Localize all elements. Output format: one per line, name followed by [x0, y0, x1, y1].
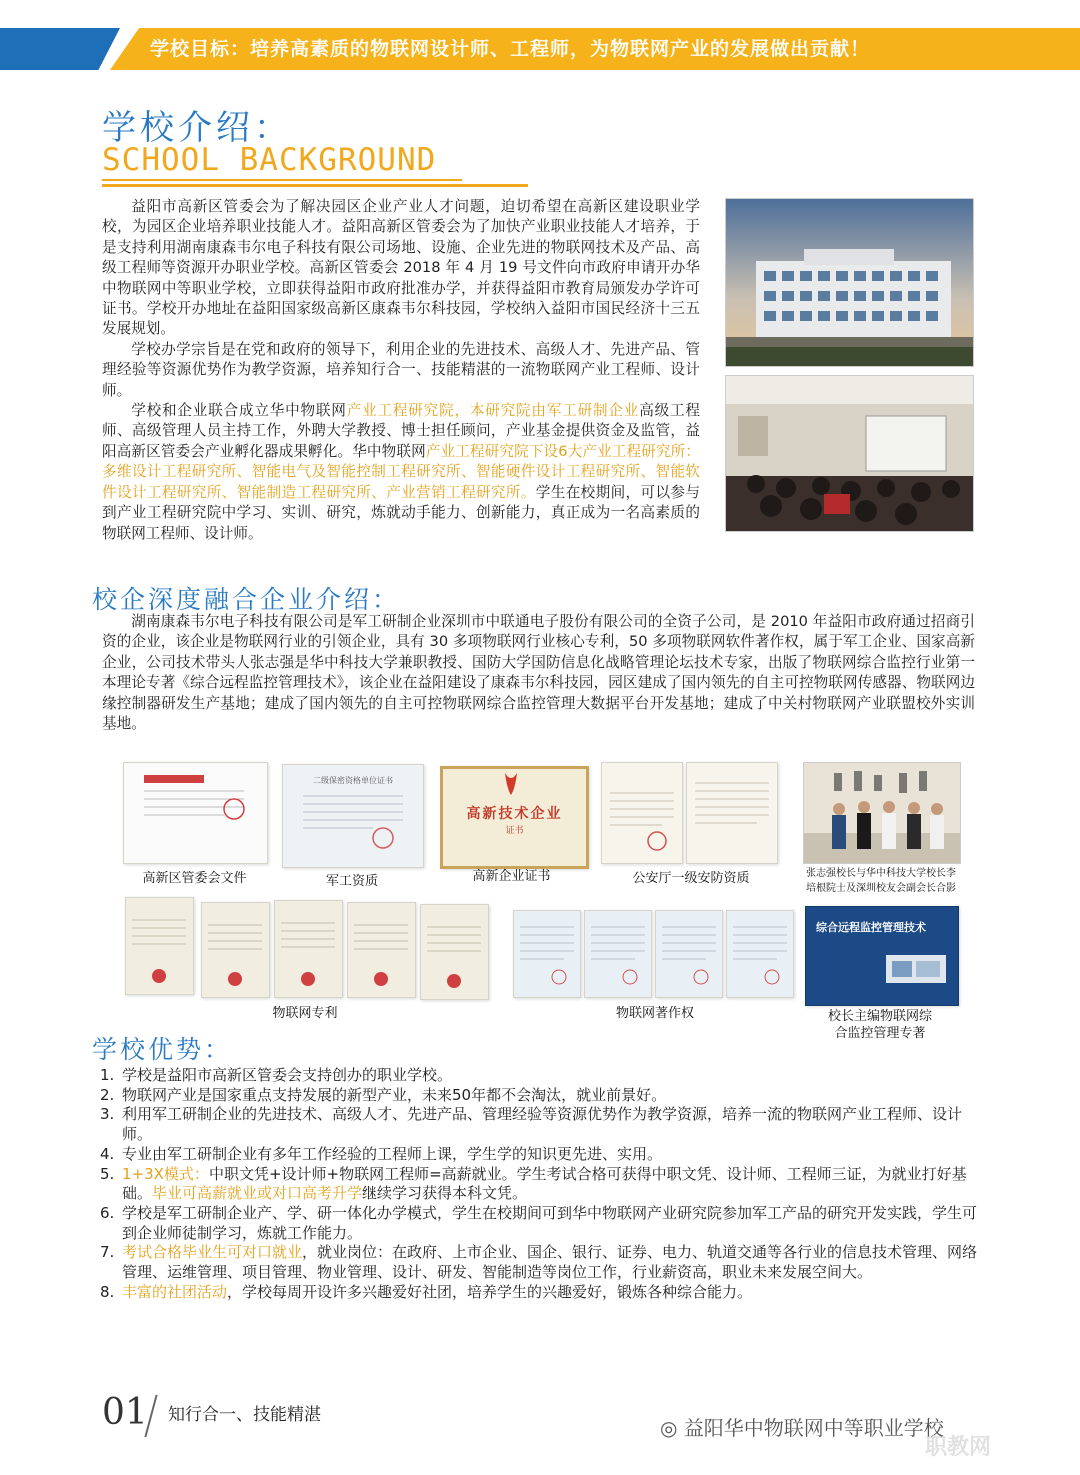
advantage-item: 8. 丰富的社团活动，学校每周开设许多兴趣爱好社团，培养学生的兴趣爱好，锻炼各种综合能力。 — [100, 1282, 753, 1301]
enterprise-text — [102, 612, 975, 734]
site-logo-watermark: 职教网 — [925, 1435, 992, 1460]
patent-cert-1 — [125, 897, 194, 995]
caption-security: 公安厅一级安防资质 — [632, 871, 750, 886]
patent-cert-2 — [201, 902, 270, 998]
cert-security-2 — [686, 762, 778, 864]
banner-blue-shape — [0, 28, 120, 70]
advantages-list — [100, 1066, 980, 1302]
book-cover: 综合远程监控管理技术 — [805, 906, 959, 1006]
advantage-item: 2. 物联网产业是国家重点支持发展的新型产业，未来50年都不会淘汰，就业前景好。 — [100, 1085, 667, 1104]
caption-book: 校长主编物联网综 合监控管理专著 — [827, 1009, 932, 1041]
intro-paragraph-1: 益阳市高新区管委会为了解决园区企业产业人才问题，迫切希望在高新区建设职业学校，为园区企业培养职业技能人才。益阳高新区管委会为了加快产业职业技能人才培养，于是支持利用湖南康森韦尔电子科技有限公司场地、设施、企业先进的物联网技术及产品、高级工程师等资源开办职业学校。高新区管委会 2018 年 4 月 19 号文件向市政府申请开办华中物联网中等职业学校，立即获得益阳市政府批准办学，并获得益阳市教育局颁发办学许可证书。学校开办地址在益阳国家级高新区康森韦尔科技园，学校纳入益阳市国民经济十三五发展规划。 — [102, 198, 700, 338]
advantage-item: 3. 利用军工研制企业的先进技术、高级人才、先进产品、管理经验等资源优势作为教学资源，培养一流的物联网产业工程师、设计师。 — [100, 1105, 963, 1144]
title-underline — [102, 179, 462, 181]
caption-group-photo: 张志强校长与华中科技大学校长李 培根院士及深圳校友会副会长合影 — [806, 868, 956, 894]
footer-slogan: 知行合一、技能精湛 — [168, 1405, 321, 1425]
caption-copyrights: 物联网著作权 — [615, 1006, 694, 1021]
cert-security-1 — [601, 762, 683, 864]
intro-title: 学校介绍： — [102, 108, 292, 148]
caption-patents: 物联网专利 — [272, 1006, 338, 1021]
enterprise-title: 校企深度融合企业介绍： — [92, 585, 401, 614]
advantage-item: 1. 学校是益阳市高新区管委会支持创办的职业学校。 — [100, 1066, 453, 1084]
wechat-icon: ◎ — [660, 1416, 684, 1440]
patent-cert-3 — [274, 900, 343, 998]
advantage-item: 6. 学校是军工研制企业产、学、研一体化办学模式，学生在校期间可到华中物联网产业研究院参加军工产品的研究开发实践，学生可到企业师徒制学习，炼就工作能力。 — [100, 1203, 978, 1242]
copyright-cert-2 — [584, 910, 652, 998]
wechat-watermark: ◎ 益阳华中物联网中等职业学校 — [660, 1416, 944, 1440]
intro-paragraph-2: 学校办学宗旨是在党和政府的领导下，利用企业的先进技术、高级人才、先进产品、管理经验等资源优势作为教学资源，培养知行合一、技能精湛的一流物联网产业工程师、设计师。 — [102, 340, 700, 399]
caption-hightech: 高新企业证书 — [472, 869, 551, 884]
copyright-cert-1 — [513, 910, 581, 998]
advantages-title: 学校优势： — [92, 1035, 233, 1064]
page-number: 01 — [102, 1392, 148, 1433]
cert-hightech-enterprise: 高新技术企业 证书 — [440, 766, 589, 869]
intro-paragraph-3: 学校和企业联合成立华中物联网产业工程研究院，本研究院由军工研制企业高级工程师、高级管理人员主持工作，外聘大学教授、博士担任顾问，产业基金提供资金及监管，益阳高新区管委会产业孵化器成果孵化。华中物联网产业工程研究院下设6大产业工程研究所：多维设计工程研究所、智能电气及智能控制工程研究所、智能硬件设计工程研究所、智能软件设计工程研究所、智能制造工程研究所、产业营销工程研究所。学生在校期间，可以参与到产业工程研究院中学习、实训、研究，炼就动手能力、创新能力，真正成为一名高素质的物联网工程师、设计师。 — [102, 402, 700, 542]
advantage-item: 5. 1+3X模式：中职文凭+设计师+物联网工程师=高薪就业。学生考试合格可获得中职文凭、设计师、工程师三证，为就业打好基础。毕业可高薪就业或对口高考升学继续学习获得本科文凭。 — [100, 1164, 967, 1203]
group-photo — [803, 762, 961, 864]
caption-gov-doc: 高新区管委会文件 — [142, 871, 247, 886]
title-underline-long — [102, 184, 528, 187]
caption-military: 军工资质 — [325, 874, 378, 889]
copyright-cert-3 — [655, 910, 723, 998]
banner-text: 学校目标：培养高素质的物联网设计师、工程师，为物联网产业的发展做出贡献！ — [150, 38, 871, 60]
cert-government-document — [123, 762, 268, 864]
classroom-photo — [725, 375, 974, 532]
enterprise-paragraph: 湖南康森韦尔电子科技有限公司是军工研制企业深圳市中联通电子股份有限公司的全资子公司，是 2010 年益阳市政府通过招商引资的企业，该企业是物联网行业的引领企业，具有 30 多项物联网行业核心专利，50 多项物联网软件著作权，属于军工企业、国家高新企业，公司技术带头人张志强是华中科技大学兼职教授、国防大学国防信息化战略管理论坛技术专家，出版了物联网综合监控行业第一本理论专著《综合远程监控管理技术》，该企业在益阳建设了康森韦尔科技园，园区建成了国内领先的自主可控物联网传感器、物联网边缘控制器研发生产基地；建成了国内领先的自主可控物联网综合监控管理大数据平台开发基地；建成了中关村物联网产业联盟校外实训基地。 — [102, 613, 975, 733]
patent-cert-4 — [347, 902, 416, 998]
advantage-item: 7. 考试合格毕业生可对口就业，就业岗位：在政府、上市企业、国企、银行、证券、电力、轨道交通等各行业的信息技术管理、网络管理、运维管理、项目管理、物业管理、设计、研发、智能制造等岗位工作，行业薪资高，职业未来发展空间大。 — [100, 1243, 978, 1282]
patent-cert-5 — [420, 904, 489, 1000]
top-banner — [0, 0, 1080, 70]
copyright-cert-4 — [726, 910, 794, 998]
school-building-photo — [725, 198, 974, 367]
intro-text — [102, 197, 700, 544]
advantage-item: 4. 专业由军工研制企业有多年工作经验的工程师上课，学生学的知识更先进、实用。 — [100, 1144, 663, 1163]
cert-military-qualification: 二级保密资格单位证书 — [282, 764, 424, 868]
intro-title-en: SCHOOL BACKGROUND — [102, 142, 437, 178]
